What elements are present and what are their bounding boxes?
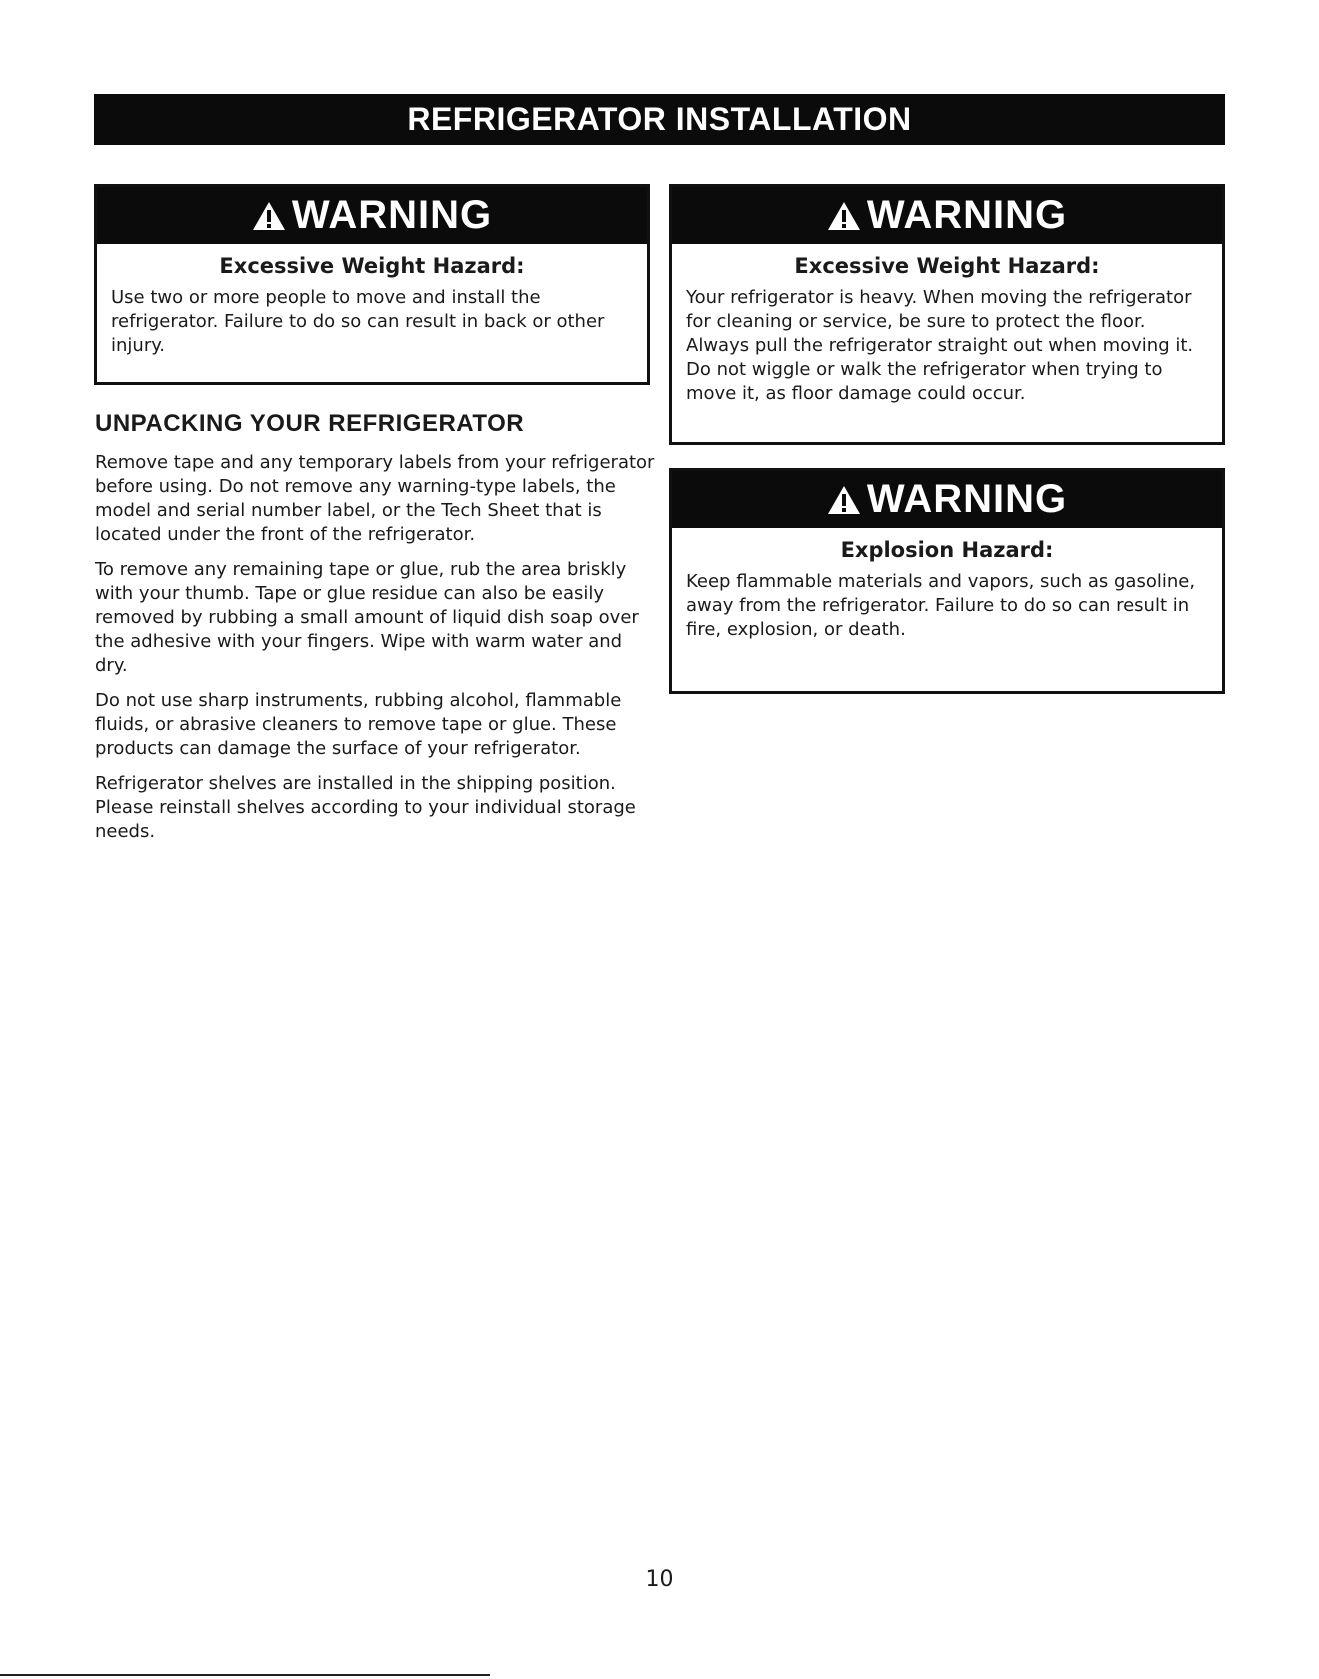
paragraph: Refrigerator shelves are installed in the shipping position. Please reinstall shelves according to your individual storage needs. bbox=[95, 773, 636, 842]
warning-triangle-icon bbox=[827, 485, 861, 515]
warning-header bbox=[672, 471, 1222, 528]
warning-text: Keep flammable materials and vapors, such as gasoline, away from the refrigerator. Failure to do so can result in fire, explosion, or death. bbox=[686, 571, 1196, 640]
warning-header bbox=[672, 187, 1222, 244]
hazard-title: Excessive Weight Hazard: bbox=[219, 254, 525, 278]
paragraph: To remove any remaining tape or glue, rub the area briskly with your thumb. Tape or glue residue can also be easily removed by rubbing a small amount of liquid dish soap over the adhesive with your fingers. Wipe with warm water and dry. bbox=[95, 559, 639, 676]
hazard-title: Excessive Weight Hazard: bbox=[794, 254, 1100, 278]
section-banner bbox=[94, 94, 1225, 145]
warning-signal-word: WARNING bbox=[291, 193, 493, 237]
bottom-rule bbox=[0, 1674, 490, 1676]
warning-box-explosion bbox=[669, 468, 1225, 694]
hazard-title: Explosion Hazard: bbox=[840, 538, 1054, 562]
warning-text: Your refrigerator is heavy. When moving the refrigerator for cleaning or service, be sure to protect the floor. Always pull the refrigerator straight out when moving it. Do not wiggle or walk the refrigerator when trying to move it, as floor damage could occur. bbox=[686, 287, 1194, 404]
unpacking-body bbox=[95, 451, 655, 855]
warning-header bbox=[97, 187, 647, 244]
warning-signal-word: WARNING bbox=[866, 193, 1068, 237]
warning-text: Use two or more people to move and install the refrigerator. Failure to do so can result in back or other injury. bbox=[111, 287, 605, 356]
warning-triangle-icon bbox=[827, 201, 861, 231]
warning-triangle-icon bbox=[252, 201, 286, 231]
page-number: 10 bbox=[645, 1567, 674, 1592]
paragraph: Remove tape and any temporary labels from your refrigerator before using. Do not remove any warning-type labels, the model and serial number label, or the Tech Sheet that is located under the front of the refrigerator. bbox=[95, 452, 655, 545]
warning-box-excessive-weight-1 bbox=[94, 184, 650, 385]
warning-box-excessive-weight-2 bbox=[669, 184, 1225, 445]
banner-title: REFRIGERATOR INSTALLATION bbox=[407, 101, 912, 137]
paragraph: Do not use sharp instruments, rubbing alcohol, flammable fluids, or abrasive cleaners to remove tape or glue. These products can damage the surface of your refrigerator. bbox=[95, 690, 622, 759]
warning-signal-word: WARNING bbox=[866, 477, 1068, 521]
section-heading-unpacking: UNPACKING YOUR REFRIGERATOR bbox=[95, 410, 525, 437]
